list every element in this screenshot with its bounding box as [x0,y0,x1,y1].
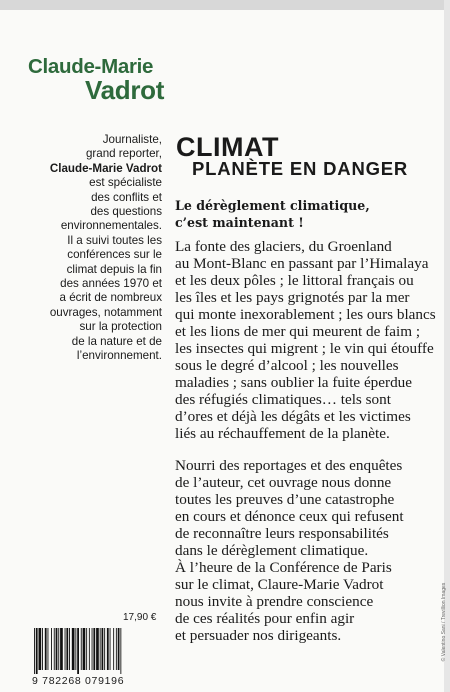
book-subtitle: PLANÈTE EN DANGER [192,158,409,179]
barcode-bar [110,628,111,670]
barcode-bar [77,628,79,674]
barcode-bar [45,628,47,670]
barcode-bar [34,628,35,674]
barcode-bar [58,628,59,670]
bio-line: est spécialiste [89,176,162,190]
bio-line: climat depuis la fin [66,262,162,276]
blurb-line: sous le degré d’alcool ; les nouvelles [175,357,399,374]
barcode-bar [60,628,63,670]
blurb-line: de ces réalités pour enfin agir [175,610,355,627]
barcode-bar [66,628,68,670]
blurb-line: et persuader nos dirigeants. [175,627,342,644]
blurb-line: nous invite à prendre conscience [175,593,374,610]
paragraph-gap [175,442,437,457]
blurb-line: et les lions de mer qui meurent de faim ; [175,323,421,340]
author-bio [20,133,162,364]
bio-line: des questions [90,205,162,219]
barcode-bar [93,628,95,670]
barcode-bar [96,628,99,670]
barcode-bar [92,628,93,670]
blurb-line: À l’heure de la Conférence de Paris [175,559,392,576]
blurb-line: dans le dérèglement climatique. [175,542,369,559]
headline-line: Le dérèglement climatique, [175,198,370,213]
barcode-bar [120,628,121,674]
barcode-bar [89,628,90,670]
barcode-bar [75,628,76,670]
bio-line: sur la protection [79,320,162,334]
barcode-bar [69,628,70,670]
barcode-bar [72,628,75,670]
barcode-bar [86,628,87,670]
barcode-bar [104,628,105,670]
barcode-bar [39,628,42,670]
blurb-line: les îles et les pays grignotés par la mer [175,289,410,306]
top-edge-strip [0,0,444,10]
photo-credit [440,563,448,683]
blurb-line: de reconnaître leurs responsabilités [175,525,389,542]
barcode-bar [102,628,104,670]
barcode-bar [107,628,109,670]
bio-author-name: Claude-Marie Vadrot [49,161,162,175]
blurb-line: Nourri des reportages et des enquêtes [175,457,403,474]
blurb-line: au Mont-Blanc en passant par l’Himalaya [175,255,429,272]
barcode [34,628,152,674]
book-title: CLIMAT [176,132,279,162]
barcode-bar [51,628,52,670]
bio-line: grand reporter, [85,147,162,161]
barcode-bar [116,628,117,670]
barcode-bar [113,628,114,670]
bio-line: environnementales. [60,219,162,233]
blurb-text [175,238,437,644]
bio-line: des années 1970 et [60,277,162,291]
author-first-name: Claude-Marie [28,55,154,78]
blurb-line: sur le climat, Claure-Marie Vadrot [175,576,384,593]
barcode-bar [118,628,120,670]
barcode-bar [56,628,58,670]
photo-credit-text: © Valentino Sani / Trevillion Images [441,582,447,662]
barcode-bar [36,628,38,674]
barcode-bar [65,628,66,670]
bio-line: de la nature et de [71,334,162,348]
blurb-line: La fonte des glaciers, du Groenland [175,238,392,255]
barcode-bar [42,628,43,670]
blurb-line: maladies ; sans oublier la fuite éperdue [175,374,413,391]
headline-line: c’est maintenant ! [175,215,304,230]
blurb-line: toutes les preuves d’une catastrophe [175,491,395,508]
bio-line: ouvrages, notamment [49,305,162,319]
barcode-bar [100,628,101,670]
isbn-number: 9 782268 079196 [32,675,125,687]
bio-line: a écrit de nombreux [59,291,162,305]
barcode-bar [54,628,55,670]
author-last-name: Vadrot [85,75,165,105]
blurb-line: les insectes qui migrent ; le vin qui étouffe [175,340,434,357]
blurb-line: et les deux pôles ; le littoral français ou [175,272,414,289]
barcode-bar [48,628,49,670]
blurb-line: de l’auteur, cet ouvrage nous donne [175,474,392,491]
bio-line: des conflits et [91,190,162,204]
blurb-line: qui monte inexorablement ; les ours blancs [175,306,436,323]
blurb-line: en cours et dénonce ceux qui refusent [175,508,404,525]
barcode-bar [83,628,86,670]
blurb-line: liés au réchauffement de la planète. [175,425,390,442]
blurb-line: des réfugiés climatiques… tels sont [175,391,391,408]
blurb-line: d’ores et déjà les dégâts et les victimes [175,408,411,425]
price-label: 17,90 € [123,612,157,623]
bio-line: Il a suivi toutes les [67,233,162,247]
barcode-bar [81,628,82,670]
bio-line: l’environnement. [76,349,162,363]
bio-line: conférences sur le [67,248,162,262]
bio-line: Journaliste, [102,133,162,146]
blurb-headline [175,197,425,231]
